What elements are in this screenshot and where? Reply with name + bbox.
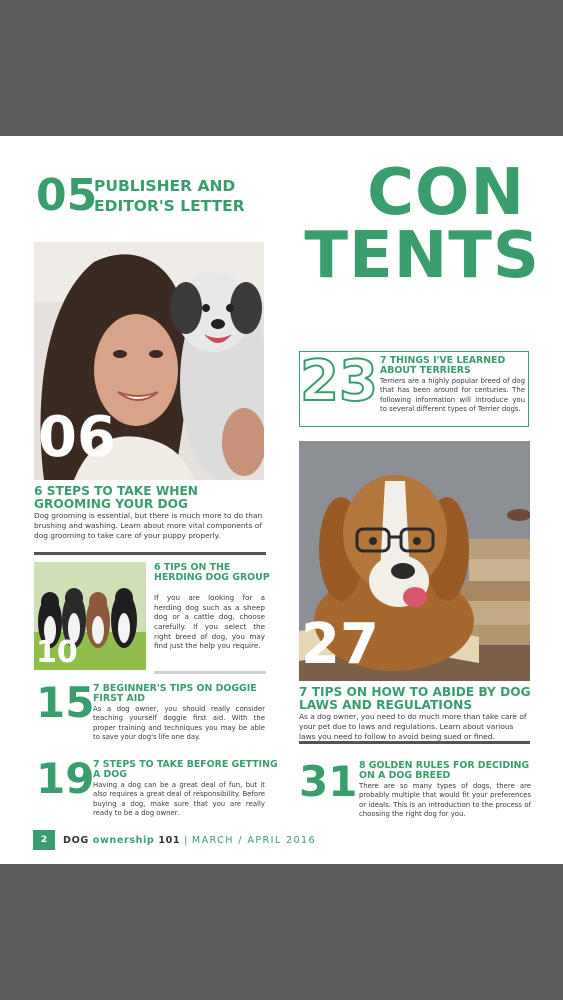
item-23-title (380, 356, 505, 376)
footer-separator: | (184, 835, 188, 846)
item-31-description: There are so many types of dogs, there are probably multiple that would fit your preferences or ideals. This is an introduction to the process of choosing the right dog for you. (359, 782, 531, 818)
item-06-title-line1: 6 STEPS TO TAKE WHEN (34, 484, 198, 498)
dog-with-glasses-photo[interactable] (299, 441, 530, 681)
item-19-title-line1: 7 STEPS TO TAKE BEFORE GETTING (93, 759, 278, 770)
item-10-title[interactable] (154, 563, 270, 583)
item-15-title[interactable] (93, 684, 257, 704)
item-15-title-line2: FIRST AID (93, 692, 146, 704)
item-27-title[interactable] (299, 686, 531, 712)
item-23-box[interactable] (299, 351, 529, 427)
item-27-description: As a dog owner, you need to do much more than take care of your pet due to laws and regulations. Learn about various laws you need to follow to avoid being sued or fined. (299, 712, 527, 741)
item-06-number: 06 (38, 405, 116, 470)
item-19-title-line2: A DOG (93, 768, 127, 780)
item-23-title-line2: ABOUT TERRIERS (380, 364, 471, 376)
item-05-title-line1: PUBLISHER AND (94, 177, 236, 195)
footer-brand-dog: DOG (63, 835, 89, 846)
footer-brand-ownership: ownership (92, 835, 155, 846)
footer-brand-101: 101 (158, 835, 181, 846)
divider-27 (299, 741, 530, 744)
item-27-number: 27 (301, 612, 379, 677)
item-06-title[interactable] (34, 485, 198, 511)
divider-10 (154, 671, 266, 674)
footer-masthead (63, 835, 316, 846)
item-10-title-line2: HERDING DOG GROUP (154, 571, 270, 583)
herding-dogs-photo[interactable] (34, 562, 146, 670)
item-15-title-line1: 7 BEGINNER'S TIPS ON DOGGIE (93, 683, 257, 694)
item-31-title-line1: 8 GOLDEN RULES FOR DECIDING (359, 760, 530, 771)
item-06-description: Dog grooming is essential, but there is much more to do than brushing and washing. Learn about more vital components of dog grooming to take care of your puppy properly. (34, 511, 263, 540)
magazine-page (0, 136, 563, 864)
contents-title-line1: CON (367, 156, 525, 230)
item-27-title-line2: LAWS AND REGULATIONS (299, 697, 473, 712)
item-15-number: 15 (36, 678, 95, 727)
item-31-number: 31 (299, 757, 358, 806)
item-19-number: 19 (36, 754, 95, 803)
item-10-description: If you are looking for a herding dog such as a sheep dog or a cattle dog, choose carefully. If you select the right breed of dog, you may find just the help you require. (154, 593, 265, 651)
item-06-title-line2: GROOMING YOUR DOG (34, 496, 188, 511)
woman-with-dog-photo[interactable] (34, 242, 264, 480)
page-number: 2 (33, 830, 55, 850)
item-23-description: Terriers are a highly popular breed of dog that has been around for centuries. The following information will introduce you to several different types of Terrier dogs. (380, 377, 525, 413)
item-19-title[interactable] (93, 760, 278, 780)
item-31-title-line2: ON A DOG BREED (359, 769, 451, 781)
item-05-title[interactable] (94, 176, 245, 216)
item-15-description: As a dog owner, you should really consider teaching yourself doggie first aid. With the proper training and techniques you may be able to save your dog's life one day. (93, 705, 265, 741)
contents-title-line2: TENTS (304, 218, 540, 293)
item-23-number: 23 (300, 349, 378, 414)
item-27-title-line1: 7 TIPS ON HOW TO ABIDE BY DOG (299, 685, 531, 699)
item-23-title-line1: 7 THINGS I'VE LEARNED (380, 355, 506, 366)
divider-06 (34, 552, 266, 555)
footer-issue-date: MARCH / APRIL 2016 (191, 835, 317, 846)
item-05-number: 05 (36, 170, 98, 221)
item-05-title-line2: EDITOR'S LETTER (94, 197, 245, 216)
item-10-number: 10 (36, 635, 78, 670)
item-10-title-line1: 6 TIPS ON THE (154, 562, 231, 573)
item-31-title[interactable] (359, 761, 529, 781)
item-19-description: Having a dog can be a great deal of fun, but it also requires a great deal of responsibility. Before buying a dog, make sure that you are really ready to be a dog owner. (93, 781, 265, 817)
contents-title (300, 156, 540, 293)
